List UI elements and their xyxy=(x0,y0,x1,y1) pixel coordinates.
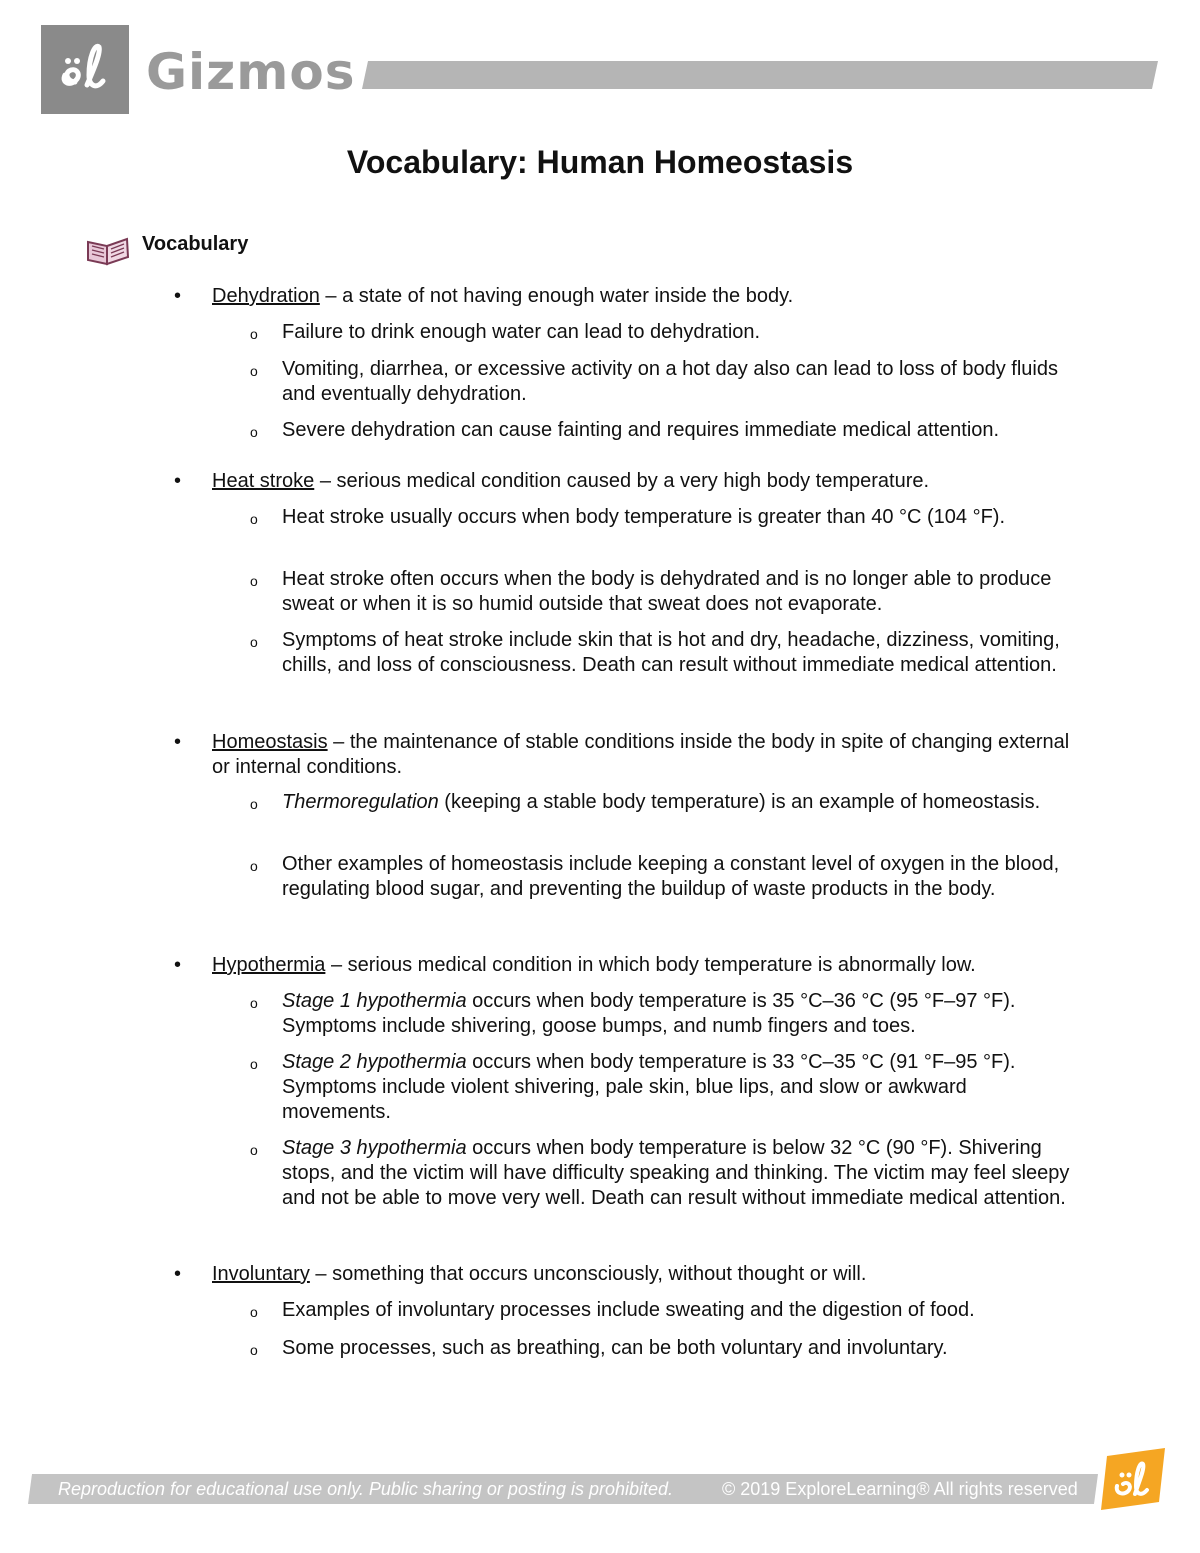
bullet-icon: • xyxy=(174,954,182,976)
sub-bullet-icon: o xyxy=(250,796,258,812)
sub-bullet-icon: o xyxy=(250,1056,258,1072)
italic-term: Thermoregulation xyxy=(282,791,439,813)
footer-notice: Reproduction for educational use only. Public sharing or posting is prohibited. xyxy=(58,1479,674,1499)
sub-bullet-icon: o xyxy=(250,363,258,379)
term-word: Homeostasis xyxy=(212,731,328,753)
detail-text: Vomiting, diarrhea, or excessive activity on a hot day also can lead to loss of body fluids and eventually dehydration. xyxy=(282,358,1058,405)
term-word: Heat stroke xyxy=(212,470,315,492)
document-title: Vocabulary: Human Homeostasis xyxy=(346,144,854,180)
detail-text: Failure to drink enough water can lead to dehydration. xyxy=(282,321,761,343)
explorelearning-badge-icon xyxy=(1097,1448,1169,1510)
term-detail-item xyxy=(250,357,1072,407)
sub-bullet-icon: o xyxy=(250,424,258,440)
term-detail-item xyxy=(250,1336,1072,1361)
term-word: Involuntary xyxy=(212,1263,310,1285)
term-detail-item xyxy=(250,567,1072,617)
term-detail-item xyxy=(250,989,1072,1039)
sub-bullet-icon: o xyxy=(250,634,258,650)
detail-text: Some processes, such as breathing, can be both voluntary and involuntary. xyxy=(282,1337,948,1359)
vocabulary-term-item xyxy=(174,1262,1082,1287)
vocabulary-term-item xyxy=(174,730,1082,780)
term-detail-item xyxy=(250,1050,1072,1125)
detail-text: Examples of involuntary processes include sweating and the digestion of food. xyxy=(282,1299,975,1321)
bullet-icon: • xyxy=(174,731,182,753)
book-icon xyxy=(85,234,131,266)
term-detail-item xyxy=(250,1136,1072,1211)
detail-text: occurs when body temperature is below 32 °C (90 °F). Shivering stops, and the victim will have difficulty speaking and thinking. The victim may feel sleepy and not be able to move very well. Death can result without immediate medical attention. xyxy=(282,1137,1070,1209)
el-logo-icon xyxy=(41,25,129,114)
sub-bullet-icon: o xyxy=(250,995,258,1011)
term-detail-item xyxy=(250,505,1072,530)
term-definition: – serious medical condition in which body temperature is abnormally low. xyxy=(325,954,976,976)
sub-bullet-icon: o xyxy=(250,1342,258,1358)
detail-text: Other examples of homeostasis include keeping a constant level of oxygen in the blood, regulating blood sugar, and preventing the buildup of waste products in the body. xyxy=(282,853,1060,900)
detail-text: Heat stroke usually occurs when body temperature is greater than 40 °C (104 °F). xyxy=(282,506,1006,528)
vocabulary-term-item xyxy=(174,953,1082,978)
detail-text: occurs when body temperature is 33 °C–35 °C (91 °F–95 °F). Symptoms include violent shivering, pale skin, blue lips, and slow or awkward movements. xyxy=(282,1051,1016,1123)
sub-bullet-icon: o xyxy=(250,326,258,342)
term-definition: – the maintenance of stable conditions inside the body in spite of changing external or internal conditions. xyxy=(212,731,1070,778)
gizmos-logo-box xyxy=(41,25,129,114)
term-definition: – serious medical condition caused by a very high body temperature. xyxy=(314,470,930,492)
term-detail-item xyxy=(250,418,1072,443)
sub-bullet-icon: o xyxy=(250,573,258,589)
detail-text: (keeping a stable body temperature) is an example of homeostasis. xyxy=(438,791,1041,813)
term-detail-item xyxy=(250,1298,1072,1323)
vocabulary-term-item xyxy=(174,284,1082,309)
sub-bullet-icon: o xyxy=(250,858,258,874)
detail-text: Severe dehydration can cause fainting and requires immediate medical attention. xyxy=(282,419,1000,441)
vocabulary-term-item xyxy=(174,469,1082,494)
brand-name: Gizmos xyxy=(146,43,356,101)
footer-copyright: © 2019 ExploreLearning® All rights reserved xyxy=(722,1479,1078,1499)
sub-bullet-icon: o xyxy=(250,511,258,527)
sub-bullet-icon: o xyxy=(250,1304,258,1320)
detail-text: occurs when body temperature is 35 °C–36 °C (95 °F–97 °F). Symptoms include shivering, goose bumps, and numb fingers and toes. xyxy=(282,990,1016,1037)
term-word: Hypothermia xyxy=(212,954,326,976)
detail-text: Symptoms of heat stroke include skin that is hot and dry, headache, dizziness, vomiting, chills, and loss of consciousness. Death can result without immediate medical attention. xyxy=(282,629,1060,676)
sub-bullet-icon: o xyxy=(250,1142,258,1158)
detail-text: Heat stroke often occurs when the body is dehydrated and is no longer able to produce sweat or when it is so humid outside that sweat does not evaporate. xyxy=(282,568,1052,615)
term-definition: – something that occurs unconsciously, without thought or will. xyxy=(309,1263,867,1285)
bullet-icon: • xyxy=(174,1263,182,1285)
italic-term: Stage 3 hypothermia xyxy=(282,1137,467,1159)
term-detail-item xyxy=(250,320,1072,345)
term-detail-item xyxy=(250,628,1072,678)
term-definition: – a state of not having enough water inside the body. xyxy=(319,285,794,307)
term-word: Dehydration xyxy=(212,285,320,307)
italic-term: Stage 1 hypothermia xyxy=(282,990,467,1012)
term-detail-item xyxy=(250,852,1072,902)
section-heading: Vocabulary xyxy=(142,233,249,255)
term-detail-item xyxy=(250,790,1072,815)
header-bar xyxy=(362,61,1158,89)
bullet-icon: • xyxy=(174,470,182,492)
bullet-icon: • xyxy=(174,285,182,307)
italic-term: Stage 2 hypothermia xyxy=(282,1051,467,1073)
